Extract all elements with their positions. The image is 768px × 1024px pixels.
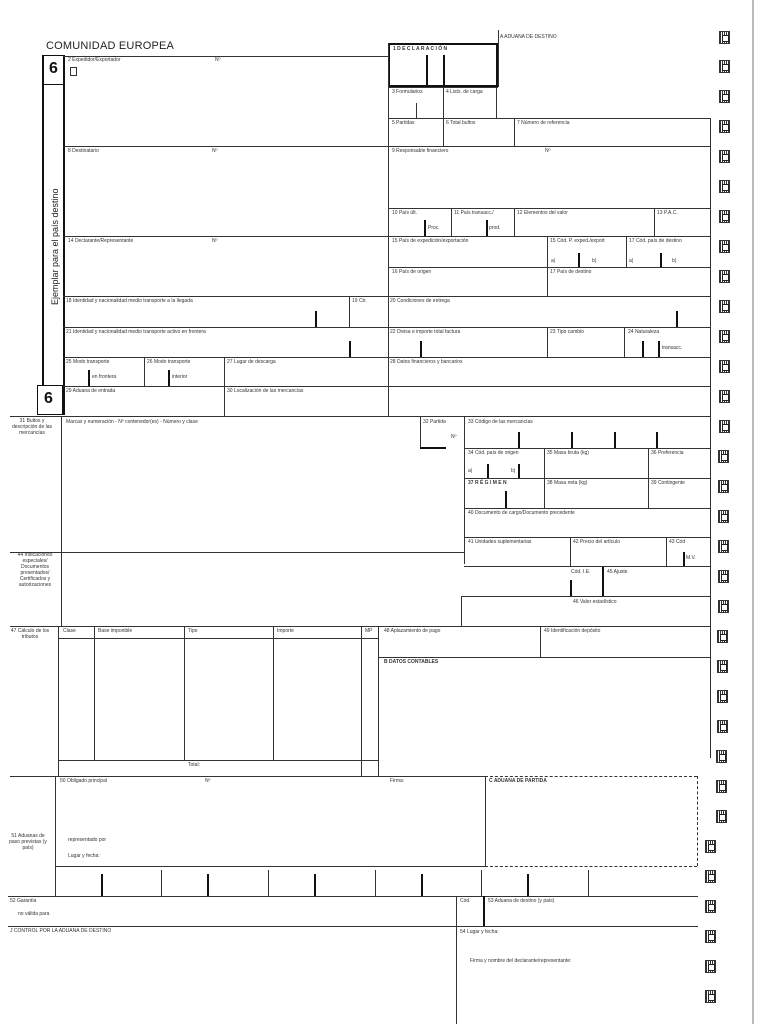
copy-number-bottom: 6 [44, 390, 53, 407]
f24-label: 24 Naturaleza [628, 329, 660, 335]
tick-25 [88, 370, 90, 386]
sep-12-13 [654, 208, 655, 236]
sep-4-7 [496, 87, 497, 118]
barcode-mark-27 [716, 810, 727, 823]
barcode-mark-8 [719, 240, 730, 253]
col-51-3 [375, 870, 376, 896]
col-47-3 [273, 626, 274, 760]
barcode-mark-20 [718, 600, 729, 613]
tick-10 [424, 220, 426, 236]
f41-label: 41 Unidades suplementarias [468, 539, 532, 545]
line-46 [570, 596, 710, 597]
copy-number: 6 [49, 60, 58, 77]
fj-label: J CONTROL POR LA ADUANA DE DESTINO [10, 928, 112, 934]
col-47-1 [94, 626, 95, 760]
fc-label: C ADUANA DE PARTIDA [489, 778, 547, 784]
col-51-1 [161, 870, 162, 896]
tick-43 [683, 552, 685, 567]
barcode-mark-14 [719, 420, 730, 433]
line-r4 [388, 208, 710, 209]
sep-48-49 [540, 626, 541, 657]
barcode-mark-22 [717, 660, 728, 673]
tick-26 [168, 370, 170, 386]
sep-18-19 [349, 296, 350, 327]
barcode-mark-4 [719, 120, 730, 133]
tick-51b [207, 874, 209, 896]
barcode-mark-12 [719, 360, 730, 373]
tick-51d [421, 874, 423, 896]
col-50-right [485, 776, 486, 866]
line-j [8, 926, 698, 927]
col-51-5 [588, 870, 589, 896]
f20-label: 20 Condiciones de entrega [390, 298, 450, 304]
line-r3 [63, 146, 710, 147]
decl-tick-1 [426, 55, 428, 87]
f12-label: 12 Elementos del valor [517, 210, 568, 216]
tick-11 [486, 220, 488, 236]
tick-44b [602, 567, 604, 596]
barcode-mark-21 [717, 630, 728, 643]
barcode-mark-2 [719, 60, 730, 73]
barcode-mark-29 [705, 870, 716, 883]
sep-31-32 [420, 416, 421, 448]
f17a-b: b| [672, 258, 677, 264]
f47-total: Total: [188, 762, 200, 768]
sep-23-24 [624, 327, 625, 357]
f33-label: 33 Código de las mercancías [468, 419, 533, 425]
tick-44a [570, 580, 572, 596]
col-47-4 [361, 626, 362, 776]
f15a-label: 15 Cód. P. exped./export [550, 238, 605, 244]
col-c-right [697, 776, 698, 866]
f14-label: 14 Declarante/Representante [68, 238, 134, 244]
f8-label: 8 Destinatario [68, 148, 99, 154]
f3-label: 3 Formularios [392, 89, 423, 95]
sep-6-7 [514, 118, 515, 146]
sep-3-4 [443, 87, 444, 118]
f43-label: 43 Cód [669, 539, 686, 545]
tick-20 [676, 311, 678, 327]
line-r8 [63, 327, 710, 328]
f22-label: 22 Divisa e importe total factura [390, 329, 461, 335]
col-47-2 [184, 626, 185, 760]
tick-f3 [416, 103, 417, 118]
barcode-mark-26 [716, 780, 727, 793]
f36-label: 36 Preferencia [651, 450, 684, 456]
tick-34b [518, 464, 520, 478]
f15-label: 15 País de expedición/exportación [392, 238, 469, 244]
sep-22-23 [547, 327, 548, 357]
col-left-lower [61, 416, 62, 626]
line-47-hdr [58, 638, 378, 639]
barcode-mark-28 [705, 840, 716, 853]
f31-marks: Marcas y numeración - Nº contenedor(es) - Número y clase [66, 419, 198, 425]
line-34 [464, 448, 710, 449]
barcode-mark-11 [719, 330, 730, 343]
sep-5-6 [443, 118, 444, 146]
barcode-mark-16 [718, 480, 729, 493]
f11-label: 11 País transacc./ [454, 210, 494, 216]
decl-tick-2 [443, 55, 445, 87]
tick-17a [660, 253, 662, 267]
f47-base: Base imponible [98, 628, 133, 634]
box-a-label: A ADUANA DE DESTINO [500, 34, 557, 40]
barcode-mark-10 [719, 300, 730, 313]
f11b-label: prod. [489, 225, 501, 231]
f23-label: 23 Tipo cambio [550, 329, 584, 335]
f32-underline [420, 447, 446, 449]
col-51-2 [268, 870, 269, 896]
line-c-bottom [485, 866, 697, 867]
f14-no: Nº [212, 238, 218, 244]
tick-24a [642, 341, 644, 357]
tick-51e [527, 874, 529, 896]
f10-label: 10 País últ. [392, 210, 418, 216]
tick-21 [349, 341, 351, 357]
sep-29-30 [224, 386, 225, 416]
tick-33b [571, 432, 573, 448]
fb-label: B DATOS CONTABLES [384, 659, 439, 665]
sep-41-42 [570, 537, 571, 567]
left-inner-border [63, 55, 65, 415]
f19-label: 19 Ctr. [352, 298, 367, 304]
barcode-mark-30 [705, 900, 716, 913]
barcode-mark-15 [718, 450, 729, 463]
f25-label: 25 Modo transporte [66, 359, 110, 365]
tick-51c [314, 874, 316, 896]
line-37 [464, 478, 710, 479]
col-51-4 [481, 870, 482, 896]
f21-label: 21 Identidad y nacionalidad medio transporte activo en frontera [66, 329, 206, 335]
f24b-label: transacc. [662, 345, 683, 351]
line-r6 [388, 267, 710, 268]
barcode-mark-7 [719, 210, 730, 223]
f47-mp: MP [365, 628, 373, 634]
line-b [378, 657, 710, 658]
f50-firma: Firma: [390, 778, 405, 784]
f27-label: 27 Lugar de descarga [227, 359, 276, 365]
sep-32-33 [464, 416, 465, 564]
col-mid [388, 43, 389, 416]
f1-label: 1 D E C L A R A C I Ó N [393, 46, 448, 52]
barcode-mark-9 [719, 270, 730, 283]
tick-15a [578, 253, 580, 267]
f16-label: 16 País de origen [392, 269, 432, 275]
f50-lugar: Lugar y fecha: [68, 853, 100, 859]
line-46b [461, 596, 570, 597]
line-47-total [58, 760, 378, 761]
f39-label: 39 Contingente [651, 480, 685, 486]
f28-label: 28 Datos financieros y bancarios [390, 359, 463, 365]
f4-label: 4 Lists. de carga [446, 89, 483, 95]
f38-label: 38 Masa neta (kg) [547, 480, 588, 486]
f50-rep: representado por [68, 837, 107, 843]
f34-b: b| [511, 468, 516, 474]
f47-label: 47 Cálculo de los tributos [10, 628, 50, 640]
line-47 [10, 626, 710, 627]
f53-label: 53 Aduana de destino (y país) [488, 898, 555, 904]
tick-18 [315, 311, 317, 327]
sep-10-11 [451, 208, 452, 236]
barcode-mark-19 [718, 570, 729, 583]
f34-a: a| [468, 468, 473, 474]
f26-label: 26 Modo transporte [147, 359, 191, 365]
line-44b [464, 566, 710, 567]
f26b-label: interior [172, 374, 188, 380]
f32-no: Nº [451, 434, 457, 440]
barcode-mark-33 [705, 990, 716, 1003]
f52-cod: Cód. [460, 898, 471, 904]
checkbox-exporter[interactable] [70, 67, 77, 76]
line-50 [10, 776, 485, 777]
line-51 [55, 866, 485, 867]
tick-33a [518, 432, 520, 448]
f47-clase: Clase [63, 628, 76, 634]
f18-label: 18 Identidad y nacionalidad medio transporte a la llegada [66, 298, 193, 304]
f54-label: 54 Lugar y fecha: [460, 929, 499, 935]
f15a-a: a| [551, 258, 556, 264]
f6-label: 6 Total bultos [446, 120, 476, 126]
f15a-b: b| [592, 258, 597, 264]
barcode-mark-31 [705, 930, 716, 943]
right-border [710, 118, 711, 758]
f34-label: 34 Cód. país de origen [468, 450, 519, 456]
sep-15a-17a [626, 236, 627, 267]
barcode-mark-24 [717, 720, 728, 733]
line-52 [8, 896, 698, 897]
f9-label: 9 Responsable financiero [392, 148, 449, 154]
barcode-mark-18 [718, 540, 729, 553]
line-r11 [10, 416, 710, 417]
tick-34a [487, 464, 489, 478]
f45-label: 45 Ajuste [607, 569, 628, 575]
sep-25-26 [144, 357, 145, 386]
page-edge [752, 0, 754, 1024]
f13-label: 13 P.A.C. [657, 210, 678, 216]
barcode-mark-5 [719, 150, 730, 163]
form-title: COMUNIDAD EUROPEA [46, 40, 175, 52]
f17a-label: 17 Cód. país de destino [629, 238, 682, 244]
f47-importe: Importe [277, 628, 294, 634]
barcode-mark-32 [705, 960, 716, 973]
tick-22 [420, 341, 422, 357]
f10b-label: Proc. [428, 225, 440, 231]
barcode-mark-25 [716, 750, 727, 763]
col-50-left [55, 776, 56, 896]
sep-46 [461, 596, 462, 626]
line-r9 [63, 357, 710, 358]
line-40 [464, 508, 710, 509]
f7-label: 7 Número de referencia [517, 120, 570, 126]
left-border [42, 55, 44, 385]
sep-15-15a [547, 236, 548, 296]
f50-no: Nº [205, 778, 211, 784]
line-r2 [388, 118, 710, 119]
f25b-label: en frontera [92, 374, 117, 380]
barcode-mark-23 [717, 690, 728, 703]
tick-37 [505, 491, 507, 508]
f54-sign: Firma y nombre del declarante/representante: [470, 958, 572, 964]
f49-label: 49 Identificación depósito [544, 628, 601, 634]
f44-cod: Cód. I.E. [571, 569, 591, 575]
col-47-0 [58, 626, 59, 776]
col-54 [456, 896, 457, 1024]
f37-label: 37 R É G I M E N [468, 480, 507, 486]
f42-label: 42 Precio del artículo [573, 539, 620, 545]
f32-label: 32 Partida [423, 419, 446, 425]
f48-label: 48 Aplazamiento de pago [384, 628, 441, 634]
line-r5 [63, 236, 710, 237]
f46-label: 46 Valor estadístico [573, 599, 617, 605]
tick-33d [656, 432, 658, 448]
vertical-copy-label: Ejemplar para el país destino [50, 188, 60, 305]
f2-label: 2 Expedidor/Exportador [68, 57, 121, 63]
f8-no: Nº [212, 148, 218, 154]
f52-label: 52 Garantía [10, 898, 37, 904]
sep-26-27 [224, 357, 225, 386]
f40-label: 40 Documento de cargo/Documento precedente [468, 510, 575, 516]
f51-label: 51 Aduanas de paso previstas (y país) [9, 833, 47, 851]
line-41 [464, 537, 710, 538]
line-r10 [63, 386, 710, 387]
f29-label: 29 Aduana de entrada [66, 388, 116, 394]
f31-label: 31 Bultos y descripción de las mercancías [11, 418, 53, 436]
line-c-top [485, 776, 697, 777]
sep-11-12 [514, 208, 515, 236]
f17a-a: a| [629, 258, 634, 264]
sep-42-43 [666, 537, 667, 567]
box-a-line [498, 30, 499, 87]
f43b-label: M.V. [686, 555, 696, 561]
barcode-mark-17 [718, 510, 729, 523]
f50-label: 50 Obligado principal [60, 778, 107, 784]
f52-novalid: no válida para [18, 911, 50, 917]
tick-33c [614, 432, 616, 448]
tick-52 [483, 896, 485, 926]
f35-label: 35 Masa bruta (kg) [547, 450, 589, 456]
f2-no: Nº [215, 57, 221, 63]
f9-no: Nº [545, 148, 551, 154]
barcode-mark-6 [719, 180, 730, 193]
barcode-mark-1 [719, 31, 730, 44]
line-44 [10, 552, 464, 553]
barcode-mark-13 [719, 390, 730, 403]
tick-24b [658, 341, 660, 357]
f44-label: 44 Indicaciones especiales/ Documentos presentados/ Certificados y autorizaciones [17, 552, 53, 588]
f30-label: 30 Localización de las mercancías [227, 388, 304, 394]
col-47-5 [378, 626, 379, 776]
f47-tipo: Tipo [188, 628, 198, 634]
line-r7 [63, 296, 710, 297]
tick-51a [101, 874, 103, 896]
barcode-mark-3 [719, 90, 730, 103]
f17-label: 17 País de destino [550, 269, 592, 275]
f5-label: 5 Partidas [392, 120, 415, 126]
